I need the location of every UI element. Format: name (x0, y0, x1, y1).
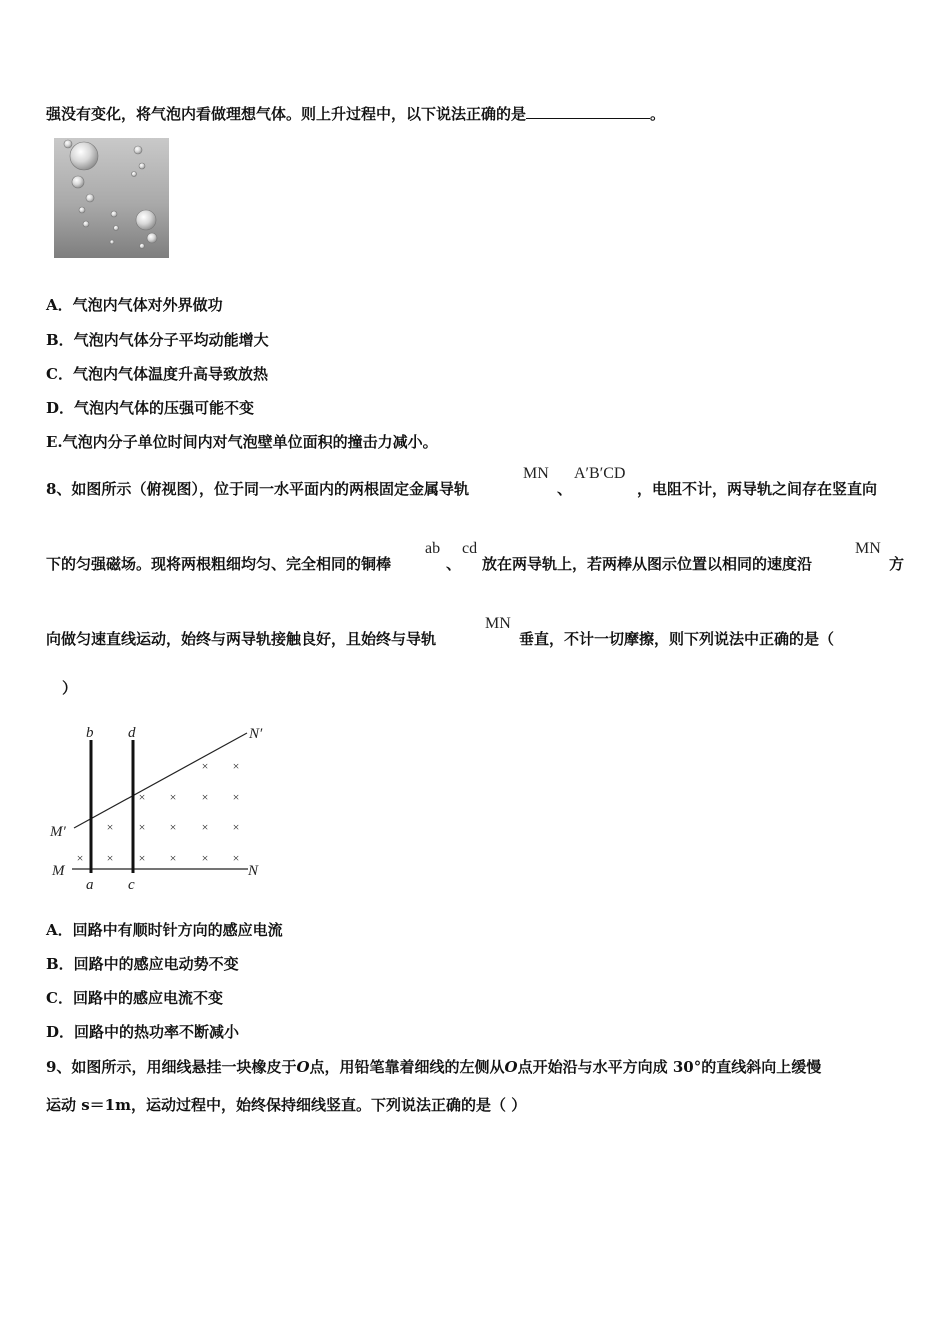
q8-sep1: 、 (557, 480, 573, 498)
q9-line1-b: 点，用铅笔靠着细线的左侧从 (309, 1058, 505, 1076)
q8-line2-c: 方 (889, 555, 905, 573)
q8-sep2: 、 (446, 555, 462, 573)
label-c: c (128, 877, 135, 893)
q8-line2-a: 下的匀强磁场。现将两根粗细均匀、完全相同的铜棒 (46, 555, 392, 573)
field-mark: × (138, 851, 146, 865)
field-mark: × (201, 820, 209, 834)
q8-line2-b: 放在两导轨上，若两棒从图示位置以相同的速度沿 (482, 555, 813, 573)
label-n-prime: N′ (249, 726, 263, 742)
q8-sym-mn3: MN (485, 615, 511, 632)
field-mark: × (169, 790, 177, 804)
q9-line1-c: 点开始沿与水平方向成 30°的直线斜向上缓慢 (517, 1058, 822, 1076)
label-b: b (86, 725, 94, 741)
field-mark: × (106, 851, 114, 865)
field-mark: × (169, 851, 177, 865)
q7-stem (46, 103, 665, 124)
q8-line4: ） (62, 679, 78, 697)
q7-option-d[interactable]: D．气泡内气体的压强可能不变 (46, 399, 255, 417)
q7-option-c[interactable]: C．气泡内气体温度升高导致放热 (46, 365, 268, 383)
q7-stem-end: 。 (650, 105, 666, 123)
label-a: a (86, 877, 94, 893)
q7-stem-text: 强没有变化，将气泡内看做理想气体。则上升过程中，以下说法正确的是 (46, 105, 527, 123)
q9-line1-a: 9、如图所示，用细线悬挂一块橡皮于 (46, 1058, 297, 1076)
field-mark: × (232, 790, 240, 804)
q8-option-b[interactable]: B．回路中的感应电动势不变 (46, 955, 239, 973)
q8-sym-mn1: MN (523, 465, 549, 482)
field-mark: × (201, 851, 209, 865)
label-m: M (52, 863, 65, 879)
rails-diagram (40, 718, 280, 894)
field-mark: × (232, 851, 240, 865)
q9-sym-o1: O (296, 1058, 310, 1076)
q8-line3-b: 垂直，不计一切摩擦，则下列说法中正确的是（ (519, 630, 835, 648)
field-mark: × (106, 820, 114, 834)
field-mark: × (169, 820, 177, 834)
field-mark: × (201, 790, 209, 804)
q8-option-d[interactable]: D．回路中的热功率不断减小 (46, 1023, 240, 1041)
field-mark: × (138, 820, 146, 834)
field-mark: × (232, 820, 240, 834)
field-mark: × (76, 851, 84, 865)
q8-sym-ab: ab (425, 540, 441, 557)
field-mark: × (201, 759, 209, 773)
answer-blank[interactable] (526, 106, 650, 119)
q7-option-e[interactable]: E.气泡内分子单位时间内对气泡壁单位面积的撞击力减小。 (46, 433, 438, 451)
field-mark: × (138, 790, 146, 804)
q8-sym-cd: cd (462, 540, 478, 557)
q8-line1-a: 8、如图所示（俯视图），位于同一水平面内的两根固定金属导轨 (46, 480, 469, 498)
q8-option-c[interactable]: C．回路中的感应电流不变 (46, 989, 223, 1007)
bubbles-image (54, 138, 169, 258)
q8-line1-b: ，电阻不计，两导轨之间存在竖直向 (637, 480, 878, 498)
label-m-prime: M′ (50, 824, 66, 840)
q8-line3-a: 向做匀速直线运动，始终与两导轨接触良好，且始终与导轨 (46, 630, 437, 648)
q7-option-a[interactable]: A．气泡内气体对外界做功 (46, 296, 223, 314)
label-d: d (128, 725, 136, 741)
q8-option-a[interactable]: A．回路中有顺时针方向的感应电流 (46, 921, 283, 939)
q9-line1 (46, 1056, 821, 1077)
field-mark: × (232, 759, 240, 773)
q9-sym-o2: O (504, 1058, 518, 1076)
q9-line2: 运动 s＝1m，运动过程中，始终保持细线竖直。下列说法正确的是（ ） (46, 1096, 527, 1114)
q8-sym-mn2: MN (855, 540, 881, 557)
label-n: N (248, 863, 259, 879)
q7-option-b[interactable]: B．气泡内气体分子平均动能增大 (46, 331, 269, 349)
q8-sym-abcd: A′B′CD (574, 465, 626, 482)
